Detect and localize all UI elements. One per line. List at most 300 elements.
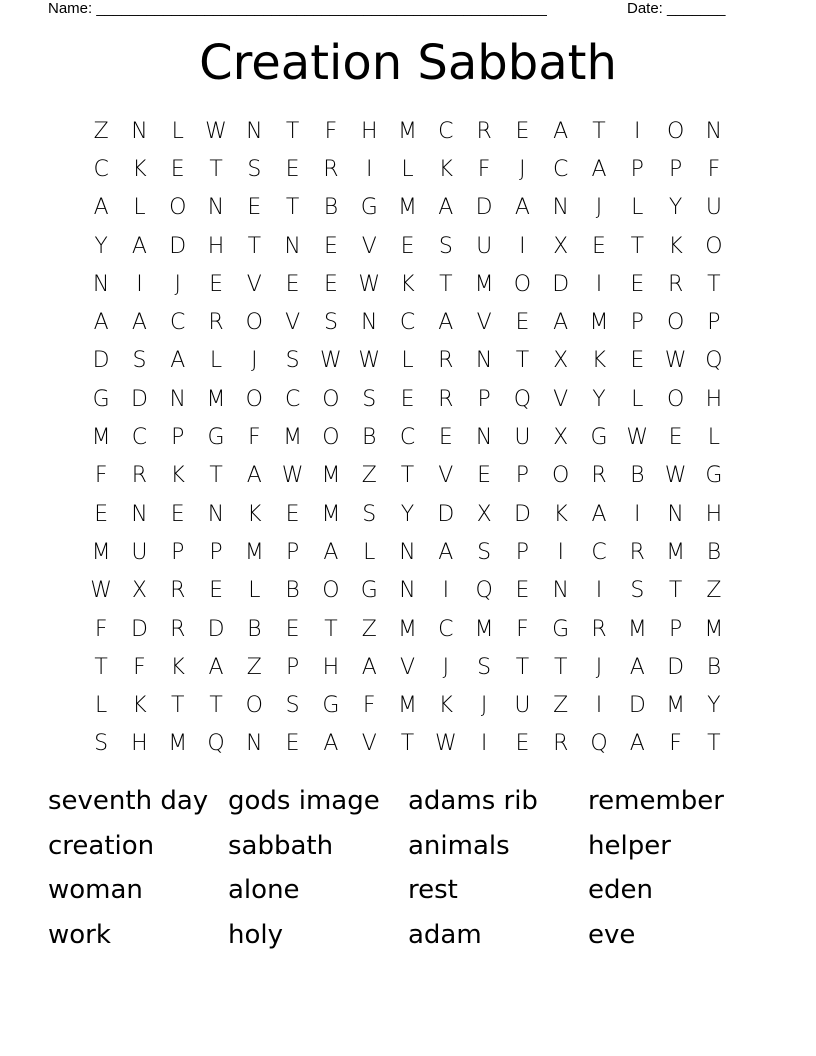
- grid-letter: L: [171, 118, 184, 144]
- word-list-item: adams rib: [408, 786, 538, 816]
- grid-letter: T: [668, 578, 683, 604]
- grid-letter: M: [398, 118, 418, 144]
- grid-letter: V: [438, 463, 454, 489]
- grid-letter: D: [552, 271, 570, 297]
- grid-letter: I: [557, 539, 564, 565]
- grid-letter: N: [284, 233, 301, 259]
- grid-letter: E: [209, 578, 223, 604]
- grid-letter: R: [170, 578, 186, 604]
- grid-letter: J: [595, 654, 603, 680]
- grid-letter: N: [207, 501, 225, 527]
- grid-letter: I: [595, 693, 603, 719]
- grid-letter: Z: [93, 118, 109, 144]
- grid-letter: D: [169, 233, 187, 259]
- grid-letter: S: [477, 654, 492, 680]
- grid-letter: F: [248, 425, 261, 451]
- grid-letter: O: [322, 386, 340, 412]
- grid-letter: Y: [592, 386, 606, 412]
- grid-letter: L: [401, 348, 414, 374]
- grid-letter: S: [132, 348, 147, 374]
- grid-letter: J: [251, 348, 258, 374]
- grid-letter: Y: [707, 693, 721, 719]
- grid-letter: H: [705, 386, 723, 412]
- grid-letter: A: [131, 233, 147, 259]
- grid-letter: X: [476, 501, 492, 527]
- grid-letter: I: [519, 233, 526, 259]
- grid-letter: V: [246, 271, 262, 297]
- grid-letter: G: [207, 425, 225, 451]
- grid-letter: T: [630, 233, 645, 259]
- grid-letter: N: [667, 501, 684, 527]
- grid-letter: E: [515, 118, 530, 144]
- grid-letter: H: [207, 233, 225, 259]
- word-list-item: alone: [228, 875, 300, 906]
- grid-letter: E: [285, 731, 300, 757]
- grid-letter: K: [132, 693, 147, 719]
- grid-letter: X: [553, 348, 569, 374]
- grid-letter: I: [136, 271, 143, 297]
- grid-letter: J: [519, 156, 526, 182]
- grid-letter: J: [480, 693, 488, 719]
- grid-letter: R: [170, 616, 186, 642]
- grid-letter: R: [438, 386, 454, 412]
- grid-letter: T: [209, 156, 223, 182]
- word-list-item: helper: [588, 830, 671, 861]
- grid-letter: S: [630, 578, 645, 604]
- word-list-item: animals: [408, 830, 510, 861]
- grid-letter: M: [321, 463, 341, 489]
- grid-letter: N: [399, 539, 416, 565]
- grid-letter: D: [437, 501, 455, 527]
- grid-letter: J: [174, 271, 181, 297]
- grid-letter: E: [630, 348, 645, 374]
- grid-letter: C: [591, 539, 607, 565]
- grid-letter: H: [705, 501, 723, 527]
- grid-letter: G: [590, 425, 608, 451]
- word-list-item: seventh day: [48, 786, 209, 816]
- word-list-item: rest: [408, 875, 458, 906]
- grid-letter: P: [171, 425, 185, 451]
- grid-letter: E: [400, 233, 415, 259]
- grid-letter: N: [131, 118, 148, 144]
- grid-letter: S: [247, 156, 262, 182]
- grid-letter: E: [515, 310, 530, 336]
- grid-letter: U: [705, 195, 722, 221]
- grid-letter: T: [553, 654, 568, 680]
- grid-letter: T: [439, 271, 453, 297]
- grid-letter: T: [209, 693, 223, 719]
- grid-letter: A: [553, 310, 569, 336]
- grid-letter: L: [133, 195, 146, 221]
- grid-letter: I: [365, 156, 373, 182]
- grid-letter: C: [93, 156, 109, 182]
- grid-letter: E: [515, 578, 530, 604]
- grid-letter: F: [707, 156, 721, 182]
- grid-letter: O: [513, 271, 532, 297]
- grid-letter: M: [244, 539, 264, 565]
- grid-letter: Y: [94, 233, 108, 259]
- grid-letter: K: [591, 348, 607, 374]
- grid-letter: N: [360, 310, 378, 336]
- grid-letter: C: [399, 310, 416, 336]
- grid-letter: G: [92, 386, 110, 412]
- grid-letter: D: [628, 693, 646, 719]
- grid-letter: P: [668, 616, 683, 642]
- grid-letter: O: [245, 693, 263, 719]
- grid-letter: J: [442, 654, 450, 680]
- grid-letter: C: [553, 156, 569, 182]
- grid-letter: H: [360, 118, 378, 144]
- grid-letter: T: [400, 731, 415, 757]
- grid-letter: N: [207, 195, 225, 221]
- grid-letter: W: [626, 425, 649, 451]
- grid-letter: W: [434, 731, 457, 757]
- grid-letter: R: [208, 310, 224, 336]
- grid-letter: M: [91, 539, 111, 565]
- grid-letter: L: [631, 195, 644, 221]
- grid-letter: R: [591, 463, 607, 489]
- word-list-item: remember: [588, 786, 724, 816]
- grid-letter: Q: [513, 386, 532, 412]
- grid-letter: Z: [246, 654, 262, 680]
- grid-letter: A: [323, 731, 339, 757]
- grid-letter: A: [323, 539, 339, 565]
- grid-letter: S: [477, 539, 492, 565]
- grid-letter: O: [666, 118, 685, 144]
- grid-letter: C: [131, 425, 148, 451]
- grid-letter: X: [553, 425, 569, 451]
- grid-letter: S: [362, 386, 377, 412]
- grid-letter: F: [362, 693, 376, 719]
- grid-letter: F: [94, 616, 108, 642]
- grid-letter: T: [515, 348, 530, 374]
- grid-letter: P: [515, 539, 530, 565]
- grid-letter: U: [514, 425, 531, 451]
- grid-letter: V: [553, 386, 569, 412]
- grid-letter: P: [477, 386, 491, 412]
- grid-letter: T: [324, 616, 338, 642]
- grid-letter: F: [477, 156, 491, 182]
- grid-letter: R: [323, 156, 339, 182]
- grid-letter: J: [595, 195, 603, 221]
- grid-letter: F: [324, 118, 338, 144]
- grid-letter: T: [400, 463, 415, 489]
- grid-letter: P: [171, 539, 185, 565]
- grid-letter: E: [170, 501, 185, 527]
- puzzle-title: Creation Sabbath: [199, 35, 617, 91]
- grid-letter: G: [360, 578, 378, 604]
- grid-letter: T: [707, 731, 721, 757]
- grid-letter: D: [475, 195, 493, 221]
- header: [48, 0, 748, 20]
- grid-letter: K: [170, 654, 185, 680]
- word-list-item: woman: [48, 875, 143, 906]
- grid-letter: A: [131, 310, 147, 336]
- grid-letter: N: [475, 425, 493, 451]
- date-field-label: Date: _______: [627, 0, 726, 17]
- grid-letter: A: [591, 156, 607, 182]
- grid-letter: L: [95, 693, 108, 719]
- grid-letter: S: [285, 693, 300, 719]
- grid-letter: Z: [361, 463, 377, 489]
- grid-letter: R: [131, 463, 148, 489]
- grid-letter: K: [668, 233, 683, 259]
- grid-letter: P: [285, 654, 300, 680]
- grid-letter: A: [438, 539, 454, 565]
- grid-letter: E: [477, 463, 492, 489]
- grid-letter: R: [438, 348, 454, 374]
- grid-letter: C: [399, 425, 416, 451]
- grid-letter: E: [285, 616, 300, 642]
- grid-letter: K: [400, 271, 415, 297]
- grid-letter: T: [209, 463, 223, 489]
- grid-letter: W: [664, 463, 687, 489]
- grid-letter: T: [94, 654, 108, 680]
- grid-letter: A: [170, 348, 186, 374]
- grid-letter: E: [94, 501, 109, 527]
- grid-letter: M: [666, 539, 686, 565]
- grid-letter: T: [285, 118, 300, 144]
- grid-letter: Q: [705, 348, 723, 374]
- grid-letter: P: [285, 539, 300, 565]
- grid-letter: H: [131, 731, 148, 757]
- grid-letter: K: [170, 463, 185, 489]
- grid-letter: G: [552, 616, 570, 642]
- grid-letter: L: [209, 348, 223, 374]
- grid-letter: B: [630, 463, 645, 489]
- grid-letter: K: [438, 156, 454, 182]
- grid-letter: I: [634, 501, 641, 527]
- grid-letter: B: [323, 195, 339, 221]
- grid-letter: N: [92, 271, 110, 297]
- grid-letter: M: [91, 425, 111, 451]
- grid-letter: S: [362, 501, 377, 527]
- grid-letter: L: [401, 156, 414, 182]
- grid-letter: C: [170, 310, 186, 336]
- grid-letter: O: [666, 310, 685, 336]
- word-list-item: adam: [408, 920, 482, 951]
- grid-letter: W: [205, 118, 227, 144]
- grid-letter: V: [399, 654, 416, 680]
- grid-letter: L: [363, 539, 376, 565]
- grid-letter: E: [400, 386, 415, 412]
- grid-letter: E: [438, 425, 453, 451]
- grid-letter: V: [476, 310, 492, 336]
- grid-letter: M: [168, 731, 188, 757]
- grid-letter: W: [90, 578, 113, 604]
- grid-letter: O: [245, 386, 263, 412]
- name-field-label: Name: ______________________________________________________: [48, 0, 547, 17]
- grid-letter: M: [704, 616, 724, 642]
- grid-letter: E: [285, 501, 300, 527]
- grid-letter: O: [322, 425, 340, 451]
- grid-letter: E: [592, 233, 606, 259]
- grid-letter: H: [322, 654, 340, 680]
- grid-letter: M: [398, 693, 418, 719]
- grid-letter: K: [247, 501, 262, 527]
- grid-letter: G: [360, 195, 378, 221]
- grid-letter: M: [666, 693, 686, 719]
- grid-letter: X: [131, 578, 147, 604]
- grid-letter: U: [131, 539, 148, 565]
- grid-letter: R: [553, 731, 569, 757]
- grid-letter: O: [705, 233, 723, 259]
- grid-letter: F: [669, 731, 682, 757]
- word-list-item: holy: [228, 920, 283, 951]
- grid-letter: I: [595, 578, 603, 604]
- grid-letter: T: [171, 693, 185, 719]
- grid-letter: P: [707, 310, 721, 336]
- grid-letter: E: [323, 271, 338, 297]
- grid-letter: S: [438, 233, 453, 259]
- grid-letter: A: [514, 195, 530, 221]
- grid-letter: D: [92, 348, 110, 374]
- grid-letter: E: [170, 156, 185, 182]
- grid-letter: K: [132, 156, 147, 182]
- grid-letter: Y: [400, 501, 415, 527]
- grid-letter: C: [438, 616, 454, 642]
- grid-letter: E: [668, 425, 683, 451]
- grid-letter: P: [209, 539, 223, 565]
- grid-letter: X: [553, 233, 569, 259]
- grid-letter: A: [208, 654, 224, 680]
- grid-letter: B: [706, 539, 722, 565]
- grid-letter: A: [93, 310, 109, 336]
- grid-letter: C: [438, 118, 454, 144]
- grid-letter: I: [480, 731, 488, 757]
- grid-letter: C: [284, 386, 301, 412]
- grid-letter: N: [705, 118, 723, 144]
- grid-letter: T: [707, 271, 721, 297]
- grid-letter: F: [94, 463, 108, 489]
- grid-letter: B: [362, 425, 377, 451]
- grid-letter: B: [247, 616, 262, 642]
- grid-letter: M: [474, 616, 494, 642]
- grid-letter: F: [516, 616, 529, 642]
- grid-letter: P: [630, 310, 644, 336]
- grid-letter: N: [131, 501, 148, 527]
- grid-letter: I: [442, 578, 450, 604]
- grid-letter: U: [476, 233, 493, 259]
- grid-letter: Q: [207, 731, 225, 757]
- word-list-item: gods image: [228, 786, 380, 816]
- grid-letter: M: [206, 386, 226, 412]
- grid-letter: M: [474, 271, 494, 297]
- grid-letter: O: [666, 386, 685, 412]
- grid-letter: M: [589, 310, 609, 336]
- grid-letter: S: [323, 310, 338, 336]
- grid-letter: D: [513, 501, 531, 527]
- grid-letter: W: [664, 348, 687, 374]
- grid-letter: V: [285, 310, 301, 336]
- grid-letter: S: [94, 731, 109, 757]
- grid-letter: D: [667, 654, 685, 680]
- grid-letter: Z: [361, 616, 377, 642]
- grid-letter: D: [130, 616, 148, 642]
- grid-letter: B: [706, 654, 722, 680]
- word-list-item: eden: [588, 875, 653, 906]
- grid-letter: R: [476, 118, 492, 144]
- grid-letter: A: [246, 463, 262, 489]
- grid-letter: B: [285, 578, 300, 604]
- grid-letter: E: [630, 271, 645, 297]
- word-list-item: creation: [48, 830, 155, 861]
- grid-letter: L: [631, 386, 644, 412]
- grid-letter: V: [361, 233, 377, 259]
- grid-letter: G: [322, 693, 340, 719]
- grid-letter: O: [322, 578, 340, 604]
- grid-letter: T: [285, 195, 300, 221]
- grid-letter: N: [169, 386, 186, 412]
- grid-letter: M: [627, 616, 647, 642]
- grid-letter: T: [515, 654, 530, 680]
- grid-letter: R: [629, 539, 645, 565]
- grid-letter: L: [707, 425, 721, 451]
- grid-letter: E: [285, 271, 300, 297]
- grid-letter: I: [595, 271, 603, 297]
- grid-letter: N: [552, 195, 569, 221]
- grid-letter: M: [283, 425, 303, 451]
- grid-letter: K: [438, 693, 454, 719]
- grid-letter: V: [361, 731, 377, 757]
- grid-letter: M: [321, 501, 341, 527]
- word-list-item: sabbath: [228, 830, 334, 861]
- grid-letter: W: [281, 463, 304, 489]
- grid-letter: Q: [590, 731, 608, 757]
- grid-letter: P: [630, 156, 644, 182]
- grid-letter: P: [668, 156, 683, 182]
- grid-letter: N: [399, 578, 416, 604]
- grid-letter: E: [323, 233, 338, 259]
- grid-letter: M: [398, 195, 418, 221]
- grid-letter: D: [207, 616, 225, 642]
- grid-letter: A: [438, 310, 454, 336]
- grid-letter: A: [553, 118, 569, 144]
- grid-letter: T: [592, 118, 606, 144]
- grid-letter: W: [358, 348, 381, 374]
- grid-letter: A: [629, 654, 645, 680]
- grid-letter: O: [552, 463, 570, 489]
- grid-letter: A: [438, 195, 454, 221]
- grid-letter: D: [130, 386, 148, 412]
- grid-letter: N: [475, 348, 493, 374]
- grid-letter: E: [285, 156, 300, 182]
- grid-letter: Z: [553, 693, 569, 719]
- grid-letter: N: [246, 731, 263, 757]
- grid-letter: A: [591, 501, 607, 527]
- grid-letter: E: [209, 271, 223, 297]
- grid-letter: A: [629, 731, 645, 757]
- grid-letter: A: [361, 654, 377, 680]
- grid-letter: A: [93, 195, 109, 221]
- grid-letter: S: [285, 348, 300, 374]
- grid-letter: F: [133, 654, 146, 680]
- word-list-item: work: [48, 920, 111, 951]
- grid-letter: Z: [706, 578, 722, 604]
- grid-letter: U: [514, 693, 531, 719]
- letter-grid: [82, 112, 733, 763]
- grid-letter: Q: [475, 578, 493, 604]
- grid-letter: I: [634, 118, 641, 144]
- grid-letter: G: [705, 463, 723, 489]
- grid-letter: E: [515, 731, 530, 757]
- grid-letter: M: [398, 616, 418, 642]
- grid-letter: R: [591, 616, 607, 642]
- grid-letter: O: [245, 310, 263, 336]
- grid-letter: W: [358, 271, 381, 297]
- grid-letter: O: [169, 195, 187, 221]
- word-list-item: eve: [588, 920, 636, 951]
